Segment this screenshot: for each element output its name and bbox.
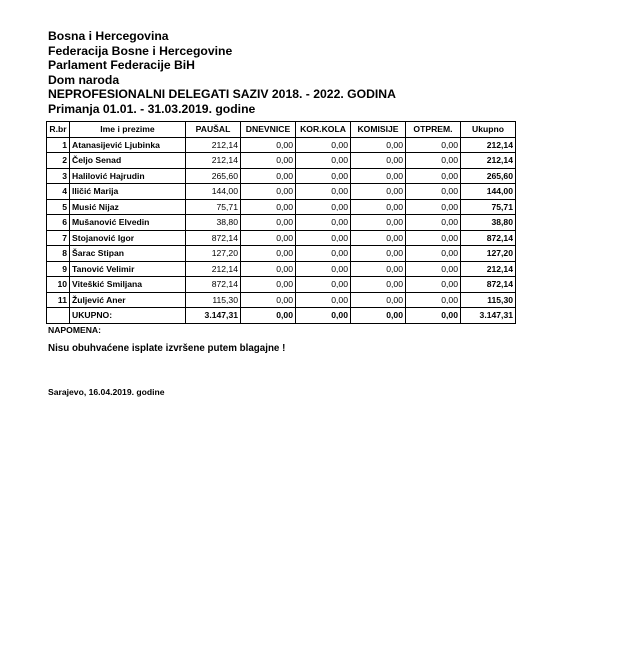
cell-name: Mušanović Elvedin <box>70 215 186 231</box>
cell-name: Čeljo Senad <box>70 153 186 169</box>
table-row <box>47 261 516 277</box>
header-title: NEPROFESIONALNI DELEGATI SAZIV 2018. - 2022. GODINA <box>48 87 396 102</box>
cell-dnevnice: 0,00 <box>241 184 296 200</box>
header-period: Primanja 01.01. - 31.03.2019. godine <box>48 101 256 116</box>
cell-komisije: 0,00 <box>351 168 406 184</box>
cell-korkola: 0,00 <box>296 184 351 200</box>
cell-korkola: 0,00 <box>296 230 351 246</box>
cell-korkola: 0,00 <box>296 153 351 169</box>
cell-dnevnice: 0,00 <box>241 246 296 262</box>
cell-pausal: 265,60 <box>186 168 241 184</box>
column-header-name: Ime i prezime <box>70 122 186 138</box>
table-row <box>47 292 516 308</box>
cell-otprem: 0,00 <box>406 277 461 293</box>
cell-dnevnice: 0,00 <box>241 230 296 246</box>
cell-rbr: 4 <box>47 184 70 200</box>
cell-name: Šarac Stipan <box>70 246 186 262</box>
total-komisije: 0,00 <box>351 308 406 324</box>
place-date: Sarajevo, 16.04.2019. godine <box>48 387 165 397</box>
table-row <box>47 215 516 231</box>
cell-rbr: 3 <box>47 168 70 184</box>
cell-ukupno: 127,20 <box>461 246 516 262</box>
cell-otprem: 0,00 <box>406 215 461 231</box>
cell-otprem: 0,00 <box>406 168 461 184</box>
document-header <box>48 29 396 117</box>
cell-otprem: 0,00 <box>406 184 461 200</box>
cell-name: Stojanović Igor <box>70 230 186 246</box>
cell-otprem: 0,00 <box>406 153 461 169</box>
cell-name: Halilović Hajrudin <box>70 168 186 184</box>
header-country: Bosna i Hercegovina <box>48 29 169 43</box>
table-row <box>47 230 516 246</box>
cell-pausal: 212,14 <box>186 261 241 277</box>
cell-rbr: 2 <box>47 153 70 169</box>
cell-komisije: 0,00 <box>351 137 406 153</box>
cell-rbr: 7 <box>47 230 70 246</box>
cell-rbr: 1 <box>47 137 70 153</box>
cell-name: Atanasijević Ljubinka <box>70 137 186 153</box>
table-header-row <box>47 122 516 138</box>
column-header-dnevnice: DNEVNICE <box>241 122 296 138</box>
cell-pausal: 212,14 <box>186 137 241 153</box>
note-title: NAPOMENA: <box>48 325 101 335</box>
cell-pausal: 212,14 <box>186 153 241 169</box>
column-header-ukupno: Ukupno <box>461 122 516 138</box>
cell-name: Iličić Marija <box>70 184 186 200</box>
column-header-korkola: KOR.KOLA <box>296 122 351 138</box>
table-row <box>47 137 516 153</box>
cell-otprem: 0,00 <box>406 137 461 153</box>
cell-ukupno: 75,71 <box>461 199 516 215</box>
header-house: Dom naroda <box>48 72 120 87</box>
cell-ukupno: 872,14 <box>461 277 516 293</box>
cell-ukupno: 144,00 <box>461 184 516 200</box>
column-header-pausal: PAUŠAL <box>186 122 241 138</box>
total-pausal: 3.147,31 <box>186 308 241 324</box>
cell-rbr: 9 <box>47 261 70 277</box>
table-row <box>47 246 516 262</box>
cell-pausal: 115,30 <box>186 292 241 308</box>
table-row <box>47 199 516 215</box>
cell-dnevnice: 0,00 <box>241 215 296 231</box>
cell-komisije: 0,00 <box>351 261 406 277</box>
note-text: Nisu obuhvaćene isplate izvršene putem blagajne ! <box>48 343 286 354</box>
cell-korkola: 0,00 <box>296 292 351 308</box>
cell-dnevnice: 0,00 <box>241 153 296 169</box>
total-ukupno: 3.147,31 <box>461 308 516 324</box>
cell-komisije: 0,00 <box>351 246 406 262</box>
cell-name: Musić Nijaz <box>70 199 186 215</box>
header-federation: Federacija Bosne i Hercegovine <box>48 43 233 58</box>
cell-ukupno: 212,14 <box>461 137 516 153</box>
table-body <box>47 137 516 323</box>
cell-ukupno: 38,80 <box>461 215 516 231</box>
cell-ukupno: 872,14 <box>461 230 516 246</box>
cell-pausal: 38,80 <box>186 215 241 231</box>
cell-dnevnice: 0,00 <box>241 261 296 277</box>
cell-rbr: 5 <box>47 199 70 215</box>
table-row <box>47 168 516 184</box>
cell-dnevnice: 0,00 <box>241 292 296 308</box>
cell-dnevnice: 0,00 <box>241 137 296 153</box>
table-row <box>47 153 516 169</box>
cell-ukupno: 115,30 <box>461 292 516 308</box>
total-dnevnice: 0,00 <box>241 308 296 324</box>
total-label: UKUPNO: <box>70 308 186 324</box>
cell-pausal: 144,00 <box>186 184 241 200</box>
cell-rbr: 6 <box>47 215 70 231</box>
column-header-rbr: R.br <box>47 122 70 138</box>
cell-komisije: 0,00 <box>351 215 406 231</box>
cell-komisije: 0,00 <box>351 184 406 200</box>
payments-table <box>46 121 516 324</box>
cell-ukupno: 212,14 <box>461 261 516 277</box>
cell-korkola: 0,00 <box>296 199 351 215</box>
table-row <box>47 277 516 293</box>
total-row <box>47 308 516 324</box>
cell-pausal: 75,71 <box>186 199 241 215</box>
cell-komisije: 0,00 <box>351 199 406 215</box>
table-row <box>47 184 516 200</box>
cell-korkola: 0,00 <box>296 168 351 184</box>
header-parliament: Parlament Federacije BiH <box>48 58 195 73</box>
cell-korkola: 0,00 <box>296 246 351 262</box>
cell-rbr: 8 <box>47 246 70 262</box>
cell-rbr: 10 <box>47 277 70 293</box>
cell-komisije: 0,00 <box>351 292 406 308</box>
cell-name: Viteškić Smiljana <box>70 277 186 293</box>
cell-dnevnice: 0,00 <box>241 277 296 293</box>
cell-korkola: 0,00 <box>296 215 351 231</box>
cell-name: Žuljević Aner <box>70 292 186 308</box>
cell-otprem: 0,00 <box>406 199 461 215</box>
cell-ukupno: 212,14 <box>461 153 516 169</box>
cell-korkola: 0,00 <box>296 277 351 293</box>
cell-dnevnice: 0,00 <box>241 199 296 215</box>
total-korkola: 0,00 <box>296 308 351 324</box>
cell-dnevnice: 0,00 <box>241 168 296 184</box>
cell-otprem: 0,00 <box>406 261 461 277</box>
cell-komisije: 0,00 <box>351 153 406 169</box>
cell-rbr <box>47 308 70 324</box>
cell-pausal: 872,14 <box>186 230 241 246</box>
column-header-komisije: KOMISIJE <box>351 122 406 138</box>
cell-name: Tanović Velimir <box>70 261 186 277</box>
cell-otprem: 0,00 <box>406 230 461 246</box>
cell-otprem: 0,00 <box>406 292 461 308</box>
cell-pausal: 127,20 <box>186 246 241 262</box>
cell-otprem: 0,00 <box>406 246 461 262</box>
cell-pausal: 872,14 <box>186 277 241 293</box>
cell-korkola: 0,00 <box>296 261 351 277</box>
total-otprem: 0,00 <box>406 308 461 324</box>
column-header-otprem: OTPREM. <box>406 122 461 138</box>
cell-rbr: 11 <box>47 292 70 308</box>
cell-ukupno: 265,60 <box>461 168 516 184</box>
cell-korkola: 0,00 <box>296 137 351 153</box>
cell-komisije: 0,00 <box>351 230 406 246</box>
cell-komisije: 0,00 <box>351 277 406 293</box>
